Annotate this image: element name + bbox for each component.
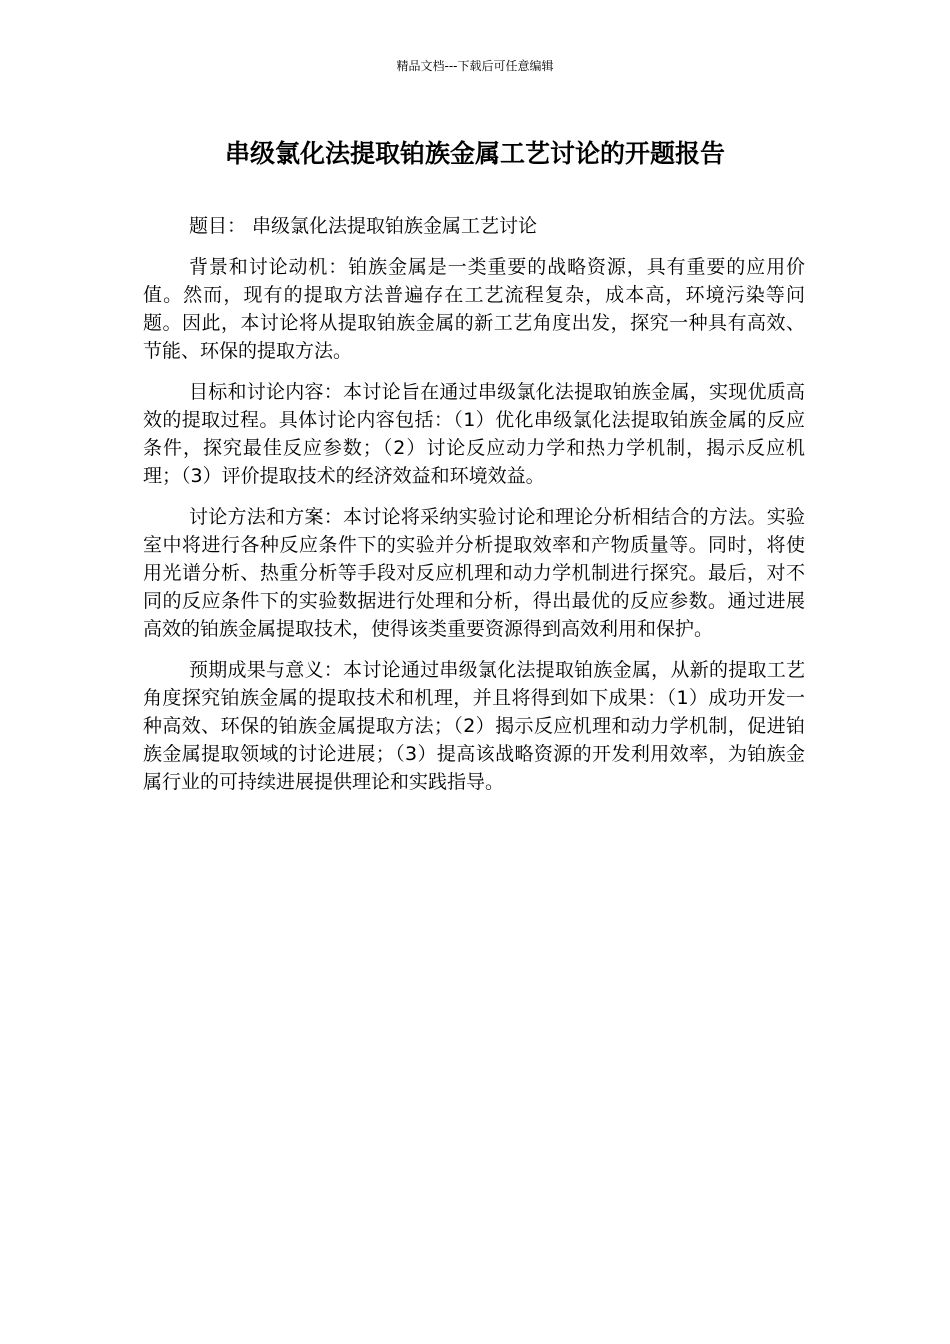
goals-paragraph: 目标和讨论内容：本讨论旨在通过串级氯化法提取铂族金属，实现优质高效的提取过程。具体讨论内容包括：（1）优化串级氯化法提取铂族金属的反应条件，探究最佳反应参数；（2）讨论反应动力学和热力学机制，揭示反应机理；（3）评价提取技术的经济效益和环境效益。 bbox=[143, 381, 805, 487]
background-paragraph: 背景和讨论动机：铂族金属是一类重要的战略资源，具有重要的应用价值。然而，现有的提取方法普遍存在工艺流程复杂，成本高，环境污染等问题。因此，本讨论将从提取铂族金属的新工艺角度出发，探究一种具有高效、节能、环保的提取方法。 bbox=[143, 256, 805, 362]
header-note: 精品文档---下载后可任意编辑 bbox=[396, 59, 554, 73]
document-title: 串级氯化法提取铂族金属工艺讨论的开题报告 bbox=[224, 139, 725, 168]
document-body bbox=[143, 212, 805, 809]
methods-paragraph: 讨论方法和方案：本讨论将采纳实验讨论和理论分析相结合的方法。实验室中将进行各种反应条件下的实验并分析提取效率和产物质量等。同时，将使用光谱分析、热重分析等手段对反应机理和动力学机制进行探究。最后，对不同的反应条件下的实验数据进行处理和分析，得出最优的反应参数。通过进展高效的铂族金属提取技术，使得该类重要资源得到高效利用和保护。 bbox=[143, 506, 805, 640]
topic-paragraph: 题目： 串级氯化法提取铂族金属工艺讨论 bbox=[189, 215, 538, 237]
outcomes-paragraph: 预期成果与意义：本讨论通过串级氯化法提取铂族金属，从新的提取工艺角度探究铂族金属的提取技术和机理，并且将得到如下成果：（1）成功开发一种高效、环保的铂族金属提取方法；（2）揭示反应机理和动力学机制，促进铂族金属提取领域的讨论进展；（3）提高该战略资源的开发利用效率，为铂族金属行业的可持续进展提供理论和实践指导。 bbox=[143, 659, 805, 793]
